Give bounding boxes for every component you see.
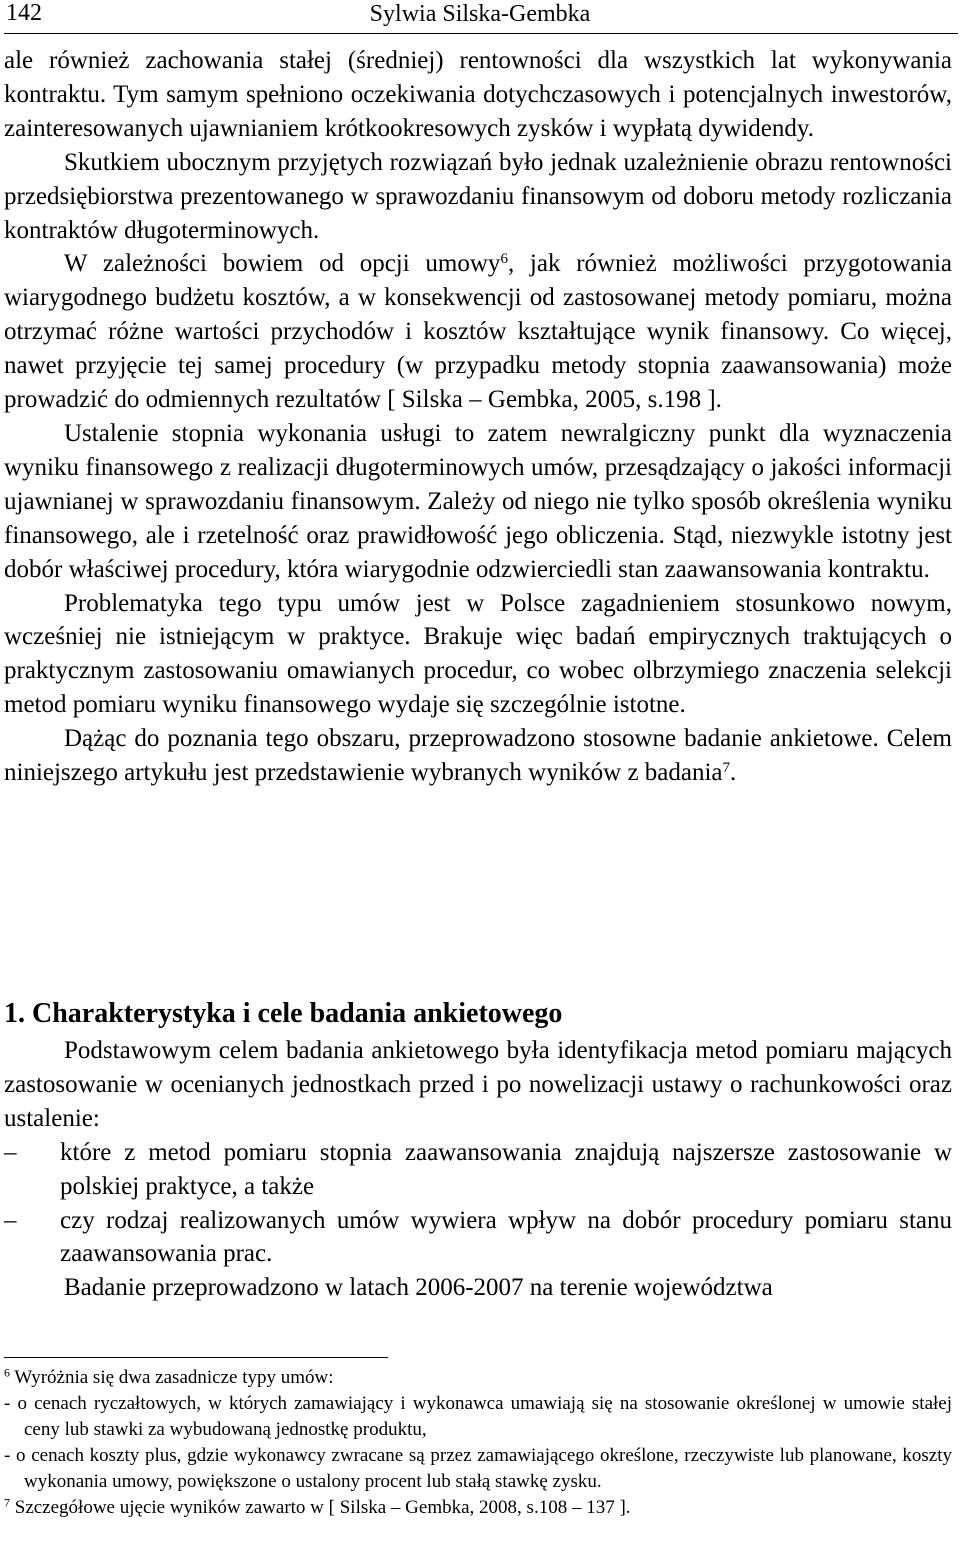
running-head-author: Sylwia Silska-Gembka [369, 1, 591, 27]
footnote-ref-7[interactable]: 7 [722, 759, 731, 776]
footnotes [4, 1365, 952, 1521]
paragraph-text: Dążąc do poznania tego obszaru, przeprowadzono stosowne badanie ankietowe. Celem niniejszego artykułu jest przedstawienie wybranych wyników z badania [4, 725, 952, 787]
footnote-separator [4, 1357, 388, 1358]
section-closing: Badanie przeprowadzono w latach 2006-2007 na terenie województwa [64, 1274, 773, 1302]
list-item-text: czy rodzaj realizowanych umów wywiera wpływ na dobór procedury pomiaru stanu zaawansowania prac. [60, 1206, 952, 1268]
paragraph-side-effect: Skutkiem ubocznym przyjętych rozwiązań było jednak uzależnienie obrazu rentowności przedsiębiorstwa prezentowanego w sprawozdaniu finansowym od doboru metody rozliczania kontraktów długoterminowych. [4, 148, 952, 244]
footnote-marker: 6 [4, 1365, 10, 1380]
footnote-marker: 7 [4, 1495, 10, 1510]
paragraph-contract-options [4, 247, 952, 417]
footnote-6-item: - o cenach koszty plus, gdzie wykonawcy zwracane są przez zamawiającego określone, rzeczywiste lub planowane, koszty wykonania umowy, powiększone o ustalony procent lub stałą stawkę zysku. [4, 1445, 952, 1492]
paragraph-survey-aim [4, 722, 952, 790]
paragraph-problem-statement: Problematyka tego typu umów jest w Polsce zagadnieniem stosunkowo nowym, wcześniej nie istniejącym w praktyce. Brakuje więc badań empirycznych traktujących o praktycznym zastosowaniu omawianych procedur, co wobec olbrzymiego znaczenia selekcji metod pomiaru wyniku finansowego wydaje się szczególnie istotne. [4, 589, 952, 719]
header-rule [4, 33, 958, 34]
paragraph-text: . [730, 759, 737, 787]
paragraph-text: W zależności bowiem od opcji umowy [64, 250, 501, 278]
list-dash: – [4, 1206, 17, 1234]
footnote-text: Szczegółowe ujęcie wyników zawarto w [ Silska – Gembka, 2008, s.108 – 137 ]. [10, 1497, 631, 1518]
footnote-6 [4, 1365, 952, 1391]
page-number: 142 [6, 0, 42, 26]
footnote-text: Wyróżnia się dwa zasadnicze typy umów: [10, 1367, 334, 1388]
section-body [4, 1034, 952, 1305]
list-item-text: które z metod pomiaru stopnia zaawansowania znajdują najszersze zastosowanie w polskiej praktyce, a także [60, 1138, 952, 1200]
running-header [0, 0, 960, 30]
section-intro: Podstawowym celem badania ankietowego była identyfikacja metod pomiaru mających zastosowanie w ocenianych jednostkach przed i po nowelizacji ustawy o rachunkowości oraz ustalenie: [4, 1037, 952, 1132]
body-text [4, 44, 952, 790]
list-item [4, 1136, 952, 1204]
paragraph-text: , jak również możliwości przygotowania wiarygodnego budżetu kosztów, a w konsekwencji od zastosowanej metody pomiaru, można otrzymać różne wartości przychodów i kosztów kształtujące wynik finansowy. Co więcej, nawet przyjęcie tej samej procedury (w przypadku metody stopnia zaawansowania) może prowadzić do odmiennych rezultatów [ Silska – Gembka, 2005, s.198 ]. [4, 250, 952, 414]
paragraph-progress-measurement: Ustalenie stopnia wykonania usługi to zatem newralgiczny punkt dla wyznaczenia wyniku finansowego z realizacji długoterminowych umów, przesądzający o jakości informacji ujawnianej w sprawozdaniu finansowym. Zależy od niego nie tylko sposób określenia wyniku finansowego, ale i rzetelność oraz prawidłowość jego obliczenia. Stąd, niezwykle istotny jest dobór właściwej procedury, która wiarygodnie odzwierciedli stan zaawansowania kontraktu. [4, 419, 952, 583]
section-heading: 1. Charakterystyka i cele badania ankietowego [4, 998, 563, 1029]
footnote-6-item: - o cenach ryczałtowych, w których zamawiający i wykonawca umawiają się na stosowanie określonej w umowie stałej ceny lub stawki za wybudowaną jednostkę produktu, [4, 1393, 952, 1440]
list-dash: – [4, 1138, 17, 1166]
footnote-7 [4, 1495, 952, 1521]
list-item [4, 1204, 952, 1272]
footnote-ref-6[interactable]: 6 [500, 251, 508, 268]
paragraph-continued: ale również zachowania stałej (średniej) rentowności dla wszystkich lat wykonywania kontraktu. Tym samym spełniono oczekiwania dotychczasowych i potencjalnych inwestorów, zainteresowanych ujawnianiem krótkookresowych zysków i wypłatą dywidendy. [4, 47, 952, 142]
